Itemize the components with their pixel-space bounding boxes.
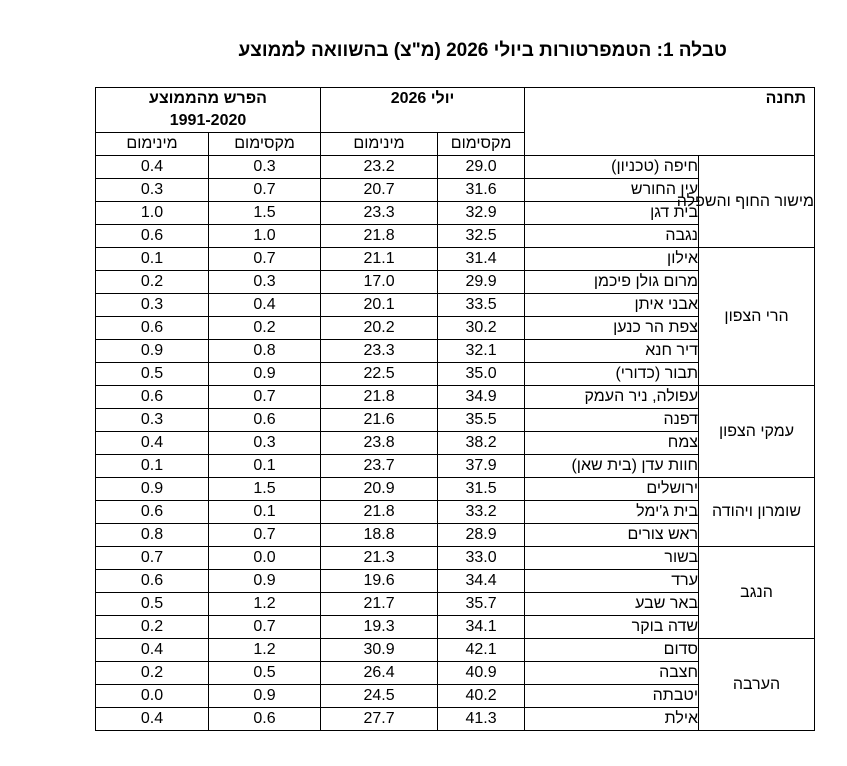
table-row [96,248,815,271]
july-min-cell-value: 21.7 [363,595,395,612]
anomaly-min-cell [96,432,209,455]
july-max-cell [438,317,525,340]
anomaly-max-cell [209,432,321,455]
july-min-header: מינימום [321,133,438,156]
july-min-cell [321,340,438,363]
anomaly-min-cell [96,271,209,294]
anomaly-max-cell [209,639,321,662]
anomaly-max-cell-value: 1.5 [253,480,276,497]
anomaly-max-header: מקסימום [209,133,321,156]
july-min-cell-value: 24.5 [363,687,395,704]
station-cell: עין החורש [525,179,699,202]
july-max-cell-value: 40.9 [465,664,497,681]
station-cell: צמח [525,432,699,455]
july-max-cell-value: 32.1 [465,342,497,359]
table-row [96,639,815,662]
anomaly-min-cell-value: 0.8 [140,526,164,543]
anomaly-min-cell-value: 0.7 [140,549,164,566]
july-max-cell [438,409,525,432]
anomaly-max-cell-value: 1.2 [253,641,276,658]
station-cell: יטבתה [525,685,699,708]
anomaly-max-cell [209,708,321,731]
station-cell: חוות עדן (בית שאן) [525,455,699,478]
july-max-cell-value: 31.4 [465,250,497,267]
anomaly-column-group-header [96,88,321,133]
july-min-cell-value: 18.8 [363,526,395,543]
anomaly-min-cell [96,685,209,708]
anomaly-min-cell [96,455,209,478]
station-column-header: תחנה [525,88,815,156]
anomaly-min-cell-value: 0.6 [140,503,164,520]
anomaly-min-cell-value: 0.9 [140,342,164,359]
anomaly-max-cell-value: 0.7 [253,618,276,635]
anomaly-max-cell-value: 0.2 [253,319,276,336]
anomaly-min-cell-value: 0.3 [140,181,164,198]
anomaly-min-cell-value: 0.2 [140,618,164,635]
anomaly-max-cell [209,386,321,409]
region-cell: הנגב [699,547,815,639]
july-min-cell-value: 27.7 [363,710,395,727]
anomaly-min-cell-value: 0.5 [140,365,164,382]
anomaly-max-cell-value: 0.4 [253,296,276,313]
station-cell: ערד [525,570,699,593]
july-min-cell-value: 23.3 [363,204,395,221]
anomaly-header-line2: 1991-2020 [169,112,247,129]
station-cell: נגבה [525,225,699,248]
july-max-cell-value: 31.5 [465,480,497,497]
july-max-cell [438,524,525,547]
anomaly-min-cell [96,225,209,248]
region-cell: מישור החוף והשפלה [699,156,815,248]
anomaly-min-cell [96,616,209,639]
station-cell: סדום [525,639,699,662]
july-min-cell [321,593,438,616]
july-min-cell [321,271,438,294]
anomaly-max-cell [209,179,321,202]
july-max-cell-value: 34.9 [465,388,497,405]
july-min-cell-value: 30.9 [363,641,395,658]
july-max-cell [438,547,525,570]
july-min-cell [321,708,438,731]
july-max-cell-value: 30.2 [465,319,497,336]
july-max-cell-value: 33.5 [465,296,497,313]
anomaly-max-cell [209,248,321,271]
july-max-cell [438,271,525,294]
anomaly-max-cell-value: 0.6 [253,710,276,727]
anomaly-max-cell [209,363,321,386]
july-max-cell-value: 41.3 [465,710,497,727]
anomaly-min-cell [96,202,209,225]
july-min-cell [321,685,438,708]
july-2026-column-group-header: יולי 2026 [321,88,525,133]
station-cell: שדה בוקר [525,616,699,639]
july-max-cell [438,501,525,524]
july-max-cell [438,294,525,317]
july-min-cell-value: 19.6 [363,572,395,589]
july-min-cell-value: 23.7 [363,457,395,474]
anomaly-max-cell [209,570,321,593]
station-cell: בית ג'ימל [525,501,699,524]
july-min-cell [321,616,438,639]
july-min-cell [321,455,438,478]
july-min-cell-value: 26.4 [363,664,395,681]
july-max-cell [438,248,525,271]
anomaly-min-cell-value: 0.3 [140,411,164,428]
july-min-cell-value: 21.8 [363,503,395,520]
july-max-cell-value: 40.2 [465,687,497,704]
anomaly-min-cell [96,593,209,616]
anomaly-max-cell-value: 0.0 [253,549,276,566]
july-min-cell [321,386,438,409]
temperature-table [95,87,815,731]
station-cell: ראש צורים [525,524,699,547]
july-min-cell-value: 22.5 [363,365,395,382]
anomaly-min-cell [96,570,209,593]
anomaly-max-cell [209,501,321,524]
july-max-cell-value: 29.9 [465,273,497,290]
anomaly-min-cell-value: 1.0 [140,204,164,221]
anomaly-min-cell [96,317,209,340]
anomaly-max-cell-value: 0.9 [253,687,276,704]
july-min-cell [321,639,438,662]
anomaly-min-cell [96,524,209,547]
anomaly-max-cell [209,225,321,248]
anomaly-max-cell-value: 0.7 [253,526,276,543]
july-max-cell [438,616,525,639]
anomaly-min-cell-value: 0.1 [140,250,164,267]
july-max-cell [438,593,525,616]
anomaly-max-cell [209,662,321,685]
july-max-cell [438,432,525,455]
july-min-cell [321,363,438,386]
anomaly-max-cell-value: 0.9 [253,365,276,382]
july-max-cell-value: 38.2 [465,434,497,451]
station-cell: אילת [525,708,699,731]
anomaly-max-cell-value: 1.5 [253,204,276,221]
table-row [96,156,815,179]
anomaly-max-cell-value: 0.5 [253,664,276,681]
anomaly-min-cell-value: 0.2 [140,273,164,290]
anomaly-min-header: מינימום [96,133,209,156]
july-max-cell [438,340,525,363]
july-max-header: מקסימום [438,133,525,156]
july-min-cell-value: 19.3 [363,618,395,635]
july-min-cell [321,317,438,340]
july-max-cell [438,570,525,593]
anomaly-min-cell-value: 0.4 [140,641,164,658]
july-max-cell [438,225,525,248]
anomaly-max-cell-value: 0.1 [253,457,276,474]
anomaly-max-cell [209,340,321,363]
region-cell: הערבה [699,639,815,731]
station-cell: חצבה [525,662,699,685]
july-max-cell [438,363,525,386]
july-max-cell [438,202,525,225]
anomaly-max-cell-value: 0.7 [253,181,276,198]
july-max-cell [438,455,525,478]
table-row [96,386,815,409]
july-max-cell-value: 29.0 [465,158,497,175]
table-body [96,156,815,731]
july-min-cell-value: 23.3 [363,342,395,359]
station-cell: תבור (כדורי) [525,363,699,386]
july-max-cell-value: 31.6 [465,181,497,198]
anomaly-min-cell [96,547,209,570]
july-min-cell [321,179,438,202]
july-min-cell-value: 20.1 [363,296,395,313]
july-min-cell-value: 20.9 [363,480,395,497]
july-max-cell-value: 28.9 [465,526,497,543]
anomaly-min-cell [96,156,209,179]
station-cell: בית דגן [525,202,699,225]
july-max-cell-value: 33.2 [465,503,497,520]
anomaly-min-cell [96,478,209,501]
july-max-cell [438,179,525,202]
header-row-top [96,88,815,133]
station-cell: דפנה [525,409,699,432]
july-max-cell-value: 33.0 [465,549,497,566]
station-cell: אבני איתן [525,294,699,317]
july-max-cell [438,386,525,409]
anomaly-max-cell [209,156,321,179]
july-min-cell-value: 21.1 [363,250,395,267]
anomaly-min-cell-value: 0.0 [140,687,164,704]
anomaly-min-cell [96,294,209,317]
july-min-cell [321,432,438,455]
july-max-cell-value: 35.7 [465,595,497,612]
anomaly-min-cell-value: 0.3 [140,296,164,313]
july-min-cell [321,248,438,271]
anomaly-max-cell [209,616,321,639]
anomaly-min-cell-value: 0.1 [140,457,164,474]
july-max-cell-value: 35.0 [465,365,497,382]
july-max-cell [438,708,525,731]
anomaly-max-cell [209,524,321,547]
anomaly-min-cell [96,662,209,685]
anomaly-min-cell [96,501,209,524]
july-max-cell-value: 35.5 [465,411,497,428]
anomaly-min-cell [96,708,209,731]
anomaly-max-cell-value: 0.1 [253,503,276,520]
anomaly-max-cell [209,271,321,294]
july-min-cell-value: 21.6 [363,411,395,428]
july-max-cell [438,478,525,501]
july-max-cell-value: 34.4 [465,572,497,589]
anomaly-max-cell-value: 0.7 [253,250,276,267]
july-min-cell [321,409,438,432]
station-cell: בשור [525,547,699,570]
anomaly-max-cell [209,202,321,225]
anomaly-min-cell-value: 0.6 [140,572,164,589]
july-min-cell [321,662,438,685]
anomaly-min-cell [96,409,209,432]
anomaly-max-cell-value: 0.8 [253,342,276,359]
station-cell: צפת הר כנען [525,317,699,340]
july-min-cell-value: 23.8 [363,434,395,451]
july-min-cell-value: 21.8 [363,388,395,405]
anomaly-max-cell-value: 0.3 [253,273,276,290]
july-min-cell [321,547,438,570]
table-title: טבלה 1: הטמפרטורות ביולי 2026 (מ"צ) בהשוואה לממוצע [238,40,727,61]
july-max-cell-value: 37.9 [465,457,497,474]
july-min-cell [321,570,438,593]
july-max-cell [438,662,525,685]
july-min-cell [321,294,438,317]
anomaly-max-cell [209,593,321,616]
july-min-cell [321,478,438,501]
july-min-cell [321,501,438,524]
anomaly-max-cell-value: 0.6 [253,411,276,428]
july-min-cell [321,225,438,248]
anomaly-max-cell-value: 0.9 [253,572,276,589]
station-cell: עפולה, ניר העמק [525,386,699,409]
station-cell: דיר חנא [525,340,699,363]
anomaly-min-cell-value: 0.6 [140,319,164,336]
july-max-cell-value: 34.1 [465,618,497,635]
anomaly-min-cell [96,639,209,662]
region-cell: עמקי הצפון [699,386,815,478]
july-min-cell-value: 17.0 [363,273,395,290]
july-max-cell-value: 42.1 [465,641,497,658]
july-min-cell [321,524,438,547]
anomaly-min-cell-value: 0.5 [140,595,164,612]
july-min-cell [321,156,438,179]
region-cell: הרי הצפון [699,248,815,386]
anomaly-max-cell-value: 0.3 [253,158,276,175]
station-cell: חיפה (טכניון) [525,156,699,179]
table-row [96,478,815,501]
anomaly-max-cell [209,455,321,478]
station-cell: אילון [525,248,699,271]
anomaly-min-cell [96,179,209,202]
anomaly-max-cell [209,409,321,432]
july-max-cell [438,639,525,662]
anomaly-min-cell-value: 0.2 [140,664,164,681]
anomaly-max-cell [209,294,321,317]
anomaly-max-cell [209,547,321,570]
july-min-cell [321,202,438,225]
anomaly-max-cell-value: 1.2 [253,595,276,612]
anomaly-min-cell [96,386,209,409]
july-max-cell [438,156,525,179]
july-max-cell [438,685,525,708]
july-max-cell-value: 32.9 [465,204,497,221]
region-cell: שומרון ויהודה [699,478,815,547]
anomaly-max-cell-value: 1.0 [253,227,276,244]
anomaly-min-cell-value: 0.4 [140,710,164,727]
july-max-cell-value: 32.5 [465,227,497,244]
anomaly-min-cell [96,363,209,386]
july-min-cell-value: 20.2 [363,319,395,336]
station-cell: באר שבע [525,593,699,616]
anomaly-min-cell [96,340,209,363]
anomaly-max-cell-value: 0.3 [253,434,276,451]
july-min-cell-value: 23.2 [363,158,395,175]
anomaly-header-line1: הפרש מהממוצע [149,90,267,107]
station-cell: מרום גולן פיכמן [525,271,699,294]
anomaly-max-cell [209,478,321,501]
anomaly-min-cell-value: 0.4 [140,158,164,175]
anomaly-max-cell-value: 0.7 [253,388,276,405]
july-min-cell-value: 21.8 [363,227,395,244]
station-cell: ירושלים [525,478,699,501]
anomaly-min-cell-value: 0.4 [140,434,164,451]
july-min-cell-value: 21.3 [363,549,395,566]
anomaly-max-cell [209,685,321,708]
july-min-cell-value: 20.7 [363,181,395,198]
anomaly-min-cell-value: 0.6 [140,388,164,405]
table-row [96,547,815,570]
anomaly-min-cell-value: 0.9 [140,480,164,497]
anomaly-max-cell [209,317,321,340]
anomaly-min-cell-value: 0.6 [140,227,164,244]
anomaly-min-cell [96,248,209,271]
